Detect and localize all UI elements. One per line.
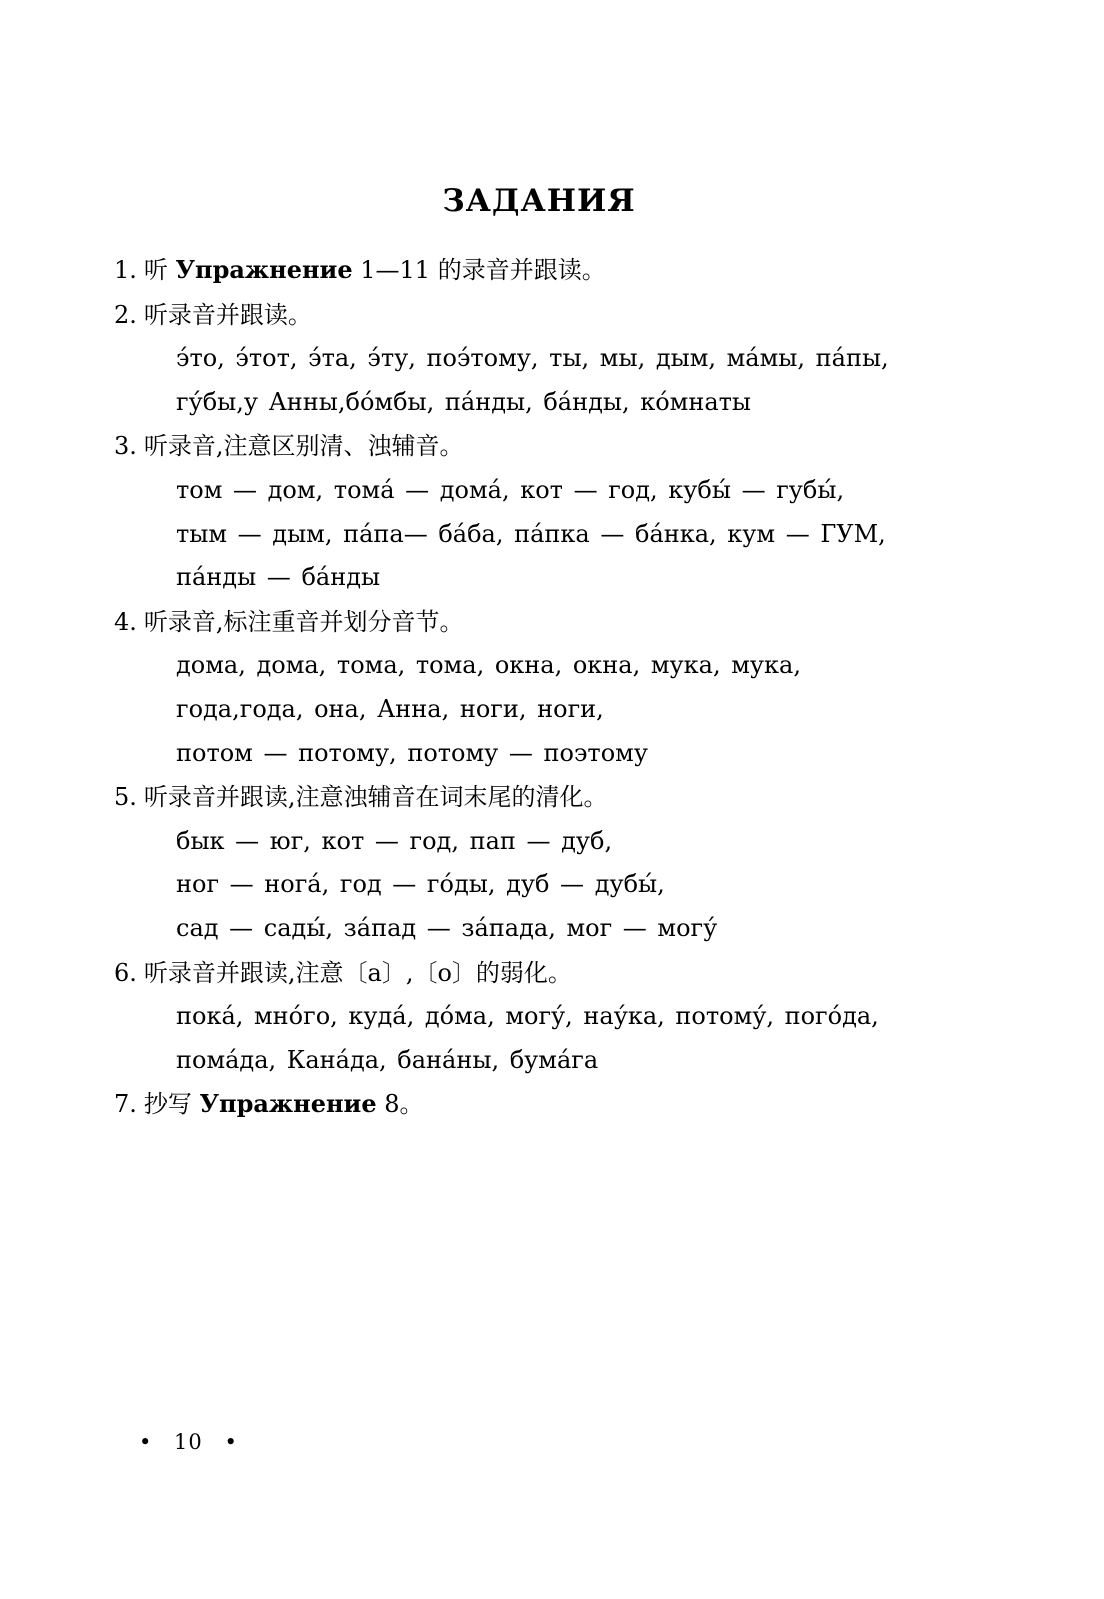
task-text-pre: 听录音并跟读。	[143, 300, 312, 329]
word-list-line: дома, дома, тома, тома, окна, окна, мука, мука,	[176, 651, 801, 680]
task-item-3	[114, 424, 964, 469]
word-list-line: ног — нога́, год — го́ды, дуб — дубы́,	[176, 870, 665, 899]
word-list-line: тым — дым, па́па— ба́ба, па́пка — ба́нка, кум — ГУМ,	[176, 519, 886, 548]
task-number: 1.	[114, 256, 137, 284]
word-list-line: пока́, мно́го, куда́, до́ма, могу́, нау́ка, потому́, пого́да,	[176, 1002, 879, 1031]
task-text-post: 8。	[376, 1090, 424, 1119]
task-text-pre: 听录音,标注重音并划分音节。	[143, 607, 464, 636]
word-list-line: потом — потому, потому — поэтому	[176, 738, 648, 767]
page-content	[114, 178, 964, 1127]
word-list-line: сад — сады́, за́пад — за́пада, мог — могу́	[176, 913, 718, 942]
task-text-pre: 抄写	[143, 1090, 200, 1119]
task-text-pre: 听录音并跟读,注意浊辅音在词末尾的清化。	[143, 783, 608, 812]
page-number: • 10 •	[139, 1430, 238, 1454]
task-item-6	[114, 951, 964, 996]
page-title: ЗАДАНИЯ	[442, 183, 636, 219]
word-list-line: па́нды — ба́нды	[176, 563, 381, 592]
word-list-line: бык — юг, кот — год, пап — дуб,	[176, 826, 613, 855]
task-text-pre: 听录音,注意区别清、浊辅音。	[143, 432, 464, 461]
task-item-7	[114, 1082, 964, 1127]
task-text-post: 1—11 的录音并跟读。	[352, 256, 606, 284]
task-number: 2.	[114, 300, 137, 329]
task-item-5	[114, 775, 964, 820]
task-item-2	[114, 293, 964, 338]
task-item-1	[114, 248, 964, 293]
task-text-pre: 听录音并跟读,注意〔a〕,〔o〕的弱化。	[143, 958, 572, 987]
task-number: 4.	[114, 607, 137, 636]
word-list-line: э́то, э́тот, э́та, э́ту, поэ́тому, ты, мы, дым, ма́мы, па́пы,	[176, 344, 889, 373]
task-number: 6.	[114, 958, 137, 987]
word-list-line: гу́бы,у Анны,бо́мбы, па́нды, ба́нды, ко́мнаты	[176, 387, 752, 416]
task-text-bold: Упражнение	[199, 1089, 377, 1119]
task-item-4	[114, 600, 964, 645]
task-number: 5.	[114, 783, 137, 812]
task-number: 7.	[114, 1090, 137, 1119]
task-number: 3.	[114, 432, 137, 461]
word-list-line: том — дом, тома́ — дома́, кот — год, кубы́ — губы́,	[176, 475, 845, 504]
word-list-line: пома́да, Кана́да, бана́ны, бума́га	[176, 1045, 599, 1074]
task-text-bold: Упражнение	[175, 255, 353, 284]
word-list-line: года,года, она, Анна, ноги, ноги,	[176, 694, 604, 723]
task-text-pre: 听	[143, 256, 176, 284]
